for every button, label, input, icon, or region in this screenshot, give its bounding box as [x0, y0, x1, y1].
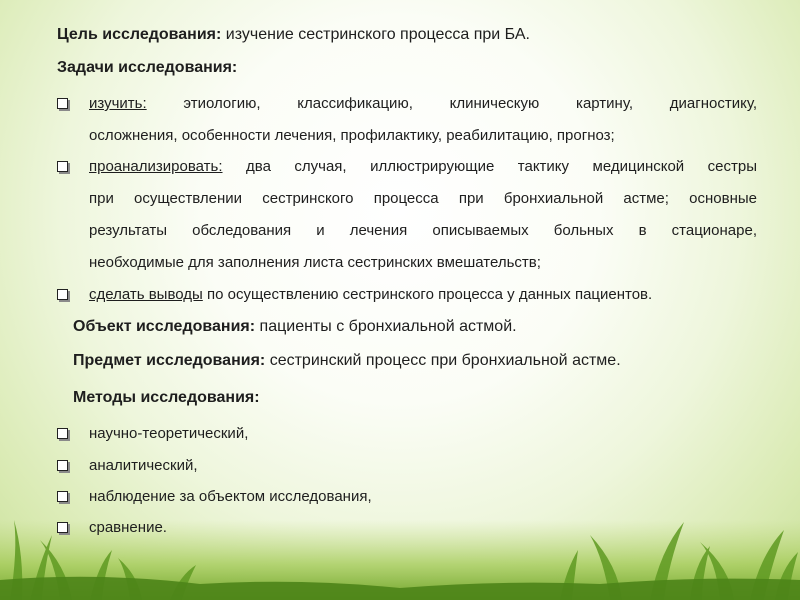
task-item-analyze-line2: при осуществлении сестринского процесса при бронхиальной астме; основные — [89, 190, 757, 207]
method-item: сравнение. — [89, 519, 167, 536]
checkbox-bullet-icon — [57, 522, 68, 533]
object-text: пациенты с бронхиальной астмой. — [259, 318, 517, 335]
object-label: Объект исследования: — [73, 318, 256, 335]
checkbox-bullet-icon — [57, 491, 68, 502]
method-item: аналитический, — [89, 457, 198, 474]
task-item-study-line1: изучить: этиологию, классификацию, клиническую картину, диагностику, — [89, 95, 757, 112]
goal-label: Цель исследования: — [57, 26, 222, 43]
tasks-heading: Задачи исследования: — [57, 59, 238, 76]
checkbox-bullet-icon — [57, 460, 68, 471]
task-keyword: проанализировать: — [89, 158, 223, 175]
task-keyword: изучить: — [89, 95, 147, 112]
task-keyword: сделать выводы — [89, 286, 203, 303]
checkbox-bullet-icon — [57, 161, 68, 172]
task-item-analyze-line3: результаты обследования и лечения описываемых больных в стационаре, — [89, 222, 757, 239]
method-item: научно-теоретический, — [89, 425, 249, 442]
methods-heading: Методы исследования: — [73, 389, 260, 406]
checkbox-bullet-icon — [57, 289, 68, 300]
checkbox-bullet-icon — [57, 98, 68, 109]
goal-text: изучение сестринского процесса при БА. — [225, 26, 530, 43]
subject-line — [73, 352, 621, 370]
task-item-analyze-line4: необходимые для заполнения листа сестринских вмешательств; — [89, 254, 541, 271]
task-item-conclusions: сделать выводы по осуществлению сестринского процесса у данных пациентов. — [89, 286, 653, 303]
task-item-study-line2: осложнения, особенности лечения, профилактику, реабилитацию, прогноз; — [89, 127, 615, 144]
object-line — [73, 318, 517, 336]
goal-line — [57, 26, 530, 44]
subject-text: сестринский процесс при бронхиальной астме. — [269, 352, 621, 369]
subject-label: Предмет исследования: — [73, 352, 266, 369]
checkbox-bullet-icon — [57, 428, 68, 439]
task-item-analyze-line1: проанализировать: два случая, иллюстрирующие тактику медицинской сестры — [89, 158, 758, 175]
method-item: наблюдение за объектом исследования, — [89, 488, 372, 505]
